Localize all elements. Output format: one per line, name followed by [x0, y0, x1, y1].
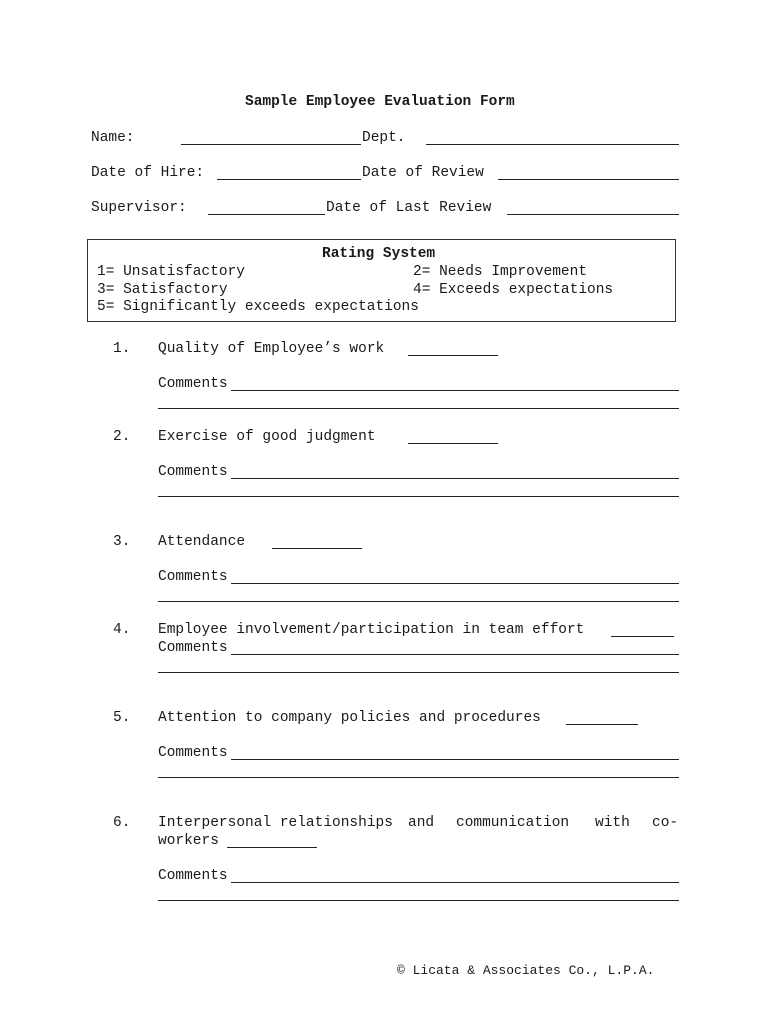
rating-1: 1= Unsatisfactory [97, 264, 245, 280]
date-of-last-review-label: Date of Last Review [326, 200, 492, 216]
rating-system-title: Rating System [322, 246, 436, 262]
item-label: Attendance [158, 534, 246, 550]
item-label: workers [158, 833, 219, 849]
rating-5: 5= Significantly exceeds expectations [97, 299, 419, 315]
comments-field[interactable] [231, 759, 679, 760]
date-of-review-label: Date of Review [362, 165, 484, 181]
comments-field[interactable] [158, 672, 679, 673]
comments-field[interactable] [231, 390, 679, 391]
comments-field[interactable] [158, 777, 679, 778]
item-number: 1. [113, 341, 131, 357]
comments-field[interactable] [158, 601, 679, 602]
comments-field[interactable] [158, 408, 679, 409]
date-of-last-review-field[interactable] [507, 214, 679, 215]
comments-field[interactable] [231, 882, 679, 883]
item-label: Exercise of good judgment [158, 429, 376, 445]
item-label: Quality of Employee’s work [158, 341, 385, 357]
supervisor-label: Supervisor: [91, 200, 187, 216]
name-field[interactable] [181, 144, 361, 145]
comments-field[interactable] [158, 900, 679, 901]
rating-4: 4= Exceeds expectations [413, 282, 614, 298]
supervisor-field[interactable] [208, 214, 325, 215]
comments-label: Comments [158, 464, 228, 480]
date-of-review-field[interactable] [498, 179, 679, 180]
item-label: co- [652, 815, 679, 831]
rating-field[interactable] [227, 847, 317, 848]
item-label: and [408, 815, 435, 831]
comments-field[interactable] [158, 496, 679, 497]
item-number: 3. [113, 534, 131, 550]
date-of-hire-field[interactable] [217, 179, 361, 180]
item-number: 6. [113, 815, 131, 831]
item-number: 4. [113, 622, 131, 638]
item-label: Interpersonal relationships [158, 815, 393, 831]
comments-label: Comments [158, 569, 228, 585]
rating-field[interactable] [566, 724, 638, 725]
item-number: 2. [113, 429, 131, 445]
item-number: 5. [113, 710, 131, 726]
page-title: Sample Employee Evaluation Form [245, 94, 515, 110]
copyright-footer: © Licata & Associates Co., L.P.A. [397, 963, 655, 978]
comments-label: Comments [158, 640, 228, 656]
comments-label: Comments [158, 868, 228, 884]
date-of-hire-label: Date of Hire: [91, 165, 205, 181]
comments-field[interactable] [231, 654, 679, 655]
item-label: with [595, 815, 630, 831]
rating-field[interactable] [611, 636, 674, 637]
item-label: communication [456, 815, 570, 831]
item-label: Attention to company policies and procedures [158, 710, 541, 726]
name-label: Name: [91, 130, 135, 146]
rating-field[interactable] [408, 443, 498, 444]
comments-field[interactable] [231, 583, 679, 584]
rating-2: 2= Needs Improvement [413, 264, 588, 280]
rating-3: 3= Satisfactory [97, 282, 228, 298]
comments-label: Comments [158, 376, 228, 392]
dept-label: Dept. [362, 130, 406, 146]
comments-field[interactable] [231, 478, 679, 479]
rating-field[interactable] [272, 548, 362, 549]
dept-field[interactable] [426, 144, 679, 145]
comments-label: Comments [158, 745, 228, 761]
item-label: Employee involvement/participation in team effort [158, 622, 585, 638]
rating-field[interactable] [408, 355, 498, 356]
